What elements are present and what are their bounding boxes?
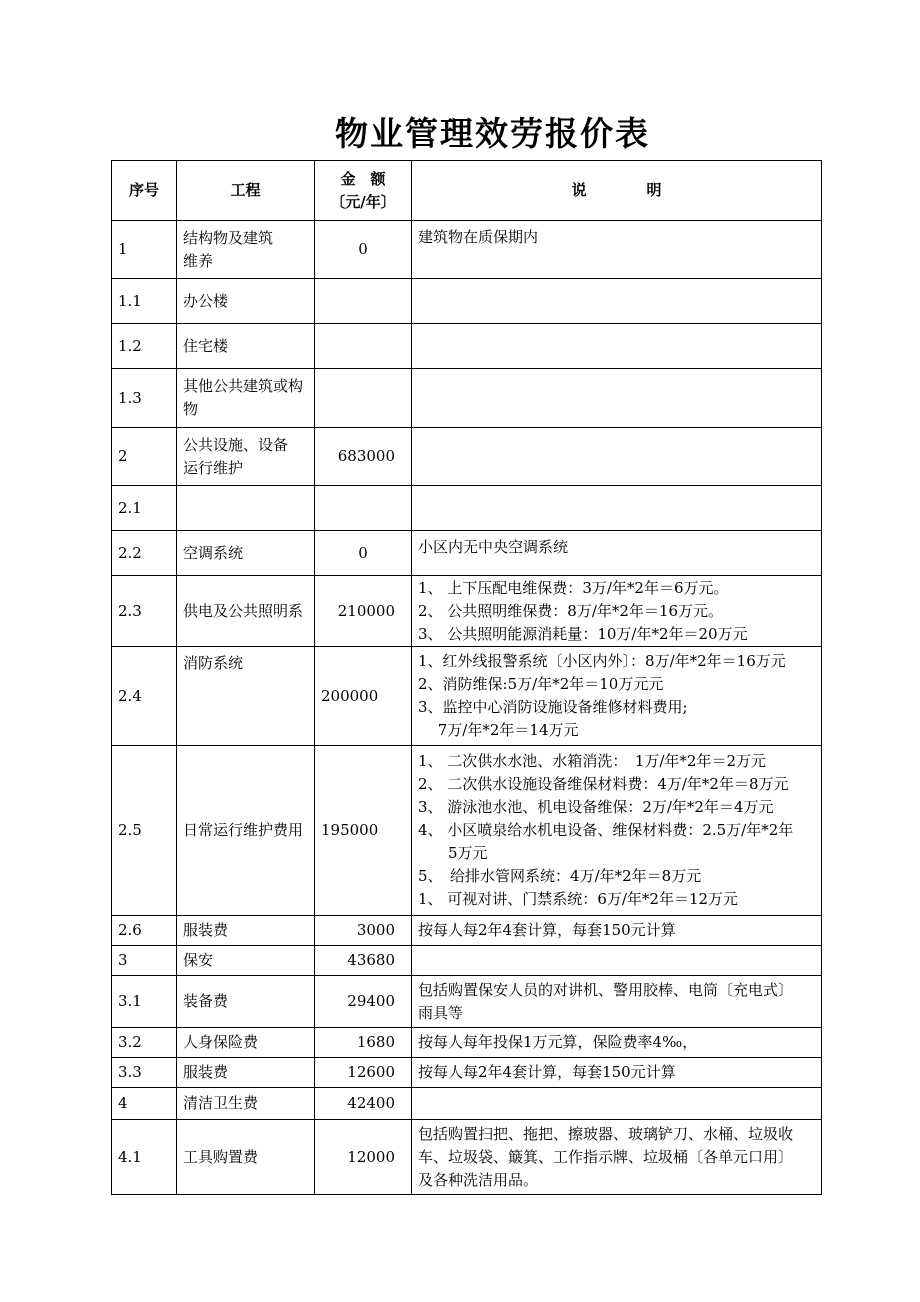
row-desc xyxy=(412,428,822,486)
row-item: 人身保险费 xyxy=(177,1028,315,1058)
row-amount xyxy=(315,324,412,369)
row-amount: 12600 xyxy=(315,1058,412,1088)
row-desc xyxy=(412,369,822,428)
header-amount xyxy=(315,161,412,221)
row-desc-line: 2、消防维保:5万/年*2年＝10万元元 xyxy=(418,675,664,693)
row-item: 日常运行维护费用 xyxy=(177,746,315,916)
row-desc-line: 按每人每2年4套计算，每套150元计算 xyxy=(418,1063,676,1081)
table-row xyxy=(112,946,822,976)
row-desc-line: 1、 二次供水水池、水箱消洗： 1万/年*2年＝2万元 xyxy=(418,752,766,770)
row-desc-line: 包括购置保安人员的对讲机、警用胶棒、电筒〔充电式〕 xyxy=(418,980,794,999)
table-row xyxy=(112,279,822,324)
row-seq: 2.1 xyxy=(112,486,177,531)
row-item: 服装费 xyxy=(177,1058,315,1088)
table-row xyxy=(112,1120,822,1195)
row-amount: 29400 xyxy=(315,976,412,1028)
row-desc xyxy=(412,1088,822,1120)
row-desc xyxy=(412,279,822,324)
row-item-line2: 运行维护 xyxy=(183,458,244,477)
table-row xyxy=(112,916,822,946)
row-seq: 2.4 xyxy=(112,647,177,746)
row-desc-line: 4、 小区喷泉给水机电设备、维保材料费：2.5万/年*2年 xyxy=(418,821,794,839)
row-item: 办公楼 xyxy=(177,279,315,324)
row-item xyxy=(177,428,315,486)
row-desc-line: 1、红外线报警系统〔小区内外〕：8万/年*2年＝16万元 xyxy=(418,652,786,670)
page-title: 物业管理效劳报价表 xyxy=(335,114,650,153)
row-item: 工具购置费 xyxy=(177,1120,315,1195)
row-desc xyxy=(412,1058,822,1088)
row-desc xyxy=(412,976,822,1028)
row-desc-line: 车、垃圾袋、簸箕、工作指示牌、垃圾桶〔各单元口用〕 xyxy=(418,1147,794,1166)
row-item-line1: 结构物及建筑 xyxy=(183,228,274,247)
row-desc-line: 1、 上下压配电维保费：3万/年*2年＝6万元。 xyxy=(418,578,729,597)
table-row xyxy=(112,1088,822,1120)
row-desc-line: 2、 公共照明维保费：8万/年*2年＝16万元。 xyxy=(418,601,724,620)
table-row xyxy=(112,746,822,916)
row-item: 保安 xyxy=(177,946,315,976)
header-amount-line2: 〔元/年〕 xyxy=(330,192,396,211)
row-desc xyxy=(412,221,822,279)
row-amount xyxy=(315,279,412,324)
row-seq: 2.6 xyxy=(112,916,177,946)
table-row xyxy=(112,647,822,746)
table-row xyxy=(112,369,822,428)
row-item: 空调系统 xyxy=(177,531,315,576)
row-desc-line: 小区内无中央空调系统 xyxy=(418,538,569,556)
row-item: 服装费 xyxy=(177,916,315,946)
table-row xyxy=(112,976,822,1028)
row-item: 消防系统 xyxy=(177,647,315,746)
row-item: 清洁卫生费 xyxy=(177,1088,315,1120)
row-desc-line: 5、 给排水管网系统：4万/年*2年＝8万元 xyxy=(418,867,702,885)
row-seq: 2.2 xyxy=(112,531,177,576)
row-amount: 683000 xyxy=(315,428,412,486)
row-item-line2: 物 xyxy=(183,400,199,418)
row-desc xyxy=(412,946,822,976)
row-desc xyxy=(412,1028,822,1058)
header-item: 工程 xyxy=(177,161,315,221)
table-row xyxy=(112,576,822,647)
row-desc-line: 3、 游泳池水池、机电设备维保：2万/年*2年＝4万元 xyxy=(418,798,774,816)
row-desc-line: 雨具等 xyxy=(418,1003,464,1022)
header-seq: 序号 xyxy=(112,161,177,221)
table-row xyxy=(112,221,822,279)
table-row xyxy=(112,324,822,369)
row-item xyxy=(177,369,315,428)
row-seq: 4 xyxy=(112,1088,177,1120)
row-seq: 1.2 xyxy=(112,324,177,369)
row-desc xyxy=(412,647,822,746)
row-desc-line: 包括购置扫把、拖把、擦玻器、玻璃铲刀、水桶、垃圾收 xyxy=(418,1124,794,1143)
row-amount: 0 xyxy=(315,221,412,279)
row-seq: 3.1 xyxy=(112,976,177,1028)
row-seq: 3.2 xyxy=(112,1028,177,1058)
row-amount xyxy=(315,486,412,531)
row-seq: 3 xyxy=(112,946,177,976)
row-desc xyxy=(412,531,822,576)
row-seq: 1.1 xyxy=(112,279,177,324)
row-amount: 210000 xyxy=(315,576,412,647)
row-desc xyxy=(412,486,822,531)
row-amount: 0 xyxy=(315,531,412,576)
row-desc xyxy=(412,576,822,647)
header-amount-line1: 金 额 xyxy=(340,169,386,188)
row-desc xyxy=(412,324,822,369)
table-row xyxy=(112,1058,822,1088)
row-seq: 1.3 xyxy=(112,369,177,428)
row-desc-line: 按每人每2年4套计算，每套150元计算 xyxy=(418,921,676,939)
row-desc-line: 2、 二次供水设施设备维保材料费：4万/年*2年＝8万元 xyxy=(418,775,789,793)
row-item-line2: 维养 xyxy=(183,251,214,270)
row-desc-line: 按每人每年投保1万元算，保险费率4‰， xyxy=(418,1033,698,1051)
row-item: 供电及公共照明系 xyxy=(177,576,315,647)
table-row xyxy=(112,428,822,486)
row-item: 住宅楼 xyxy=(177,324,315,369)
row-seq: 2.5 xyxy=(112,746,177,916)
row-desc xyxy=(412,1120,822,1195)
row-amount: 43680 xyxy=(315,946,412,976)
row-desc-line: 1、 可视对讲、门禁系统：6万/年*2年＝12万元 xyxy=(418,890,739,908)
row-desc-line: 3、 公共照明能源消耗量：10万/年*2年＝20万元 xyxy=(418,624,748,643)
row-desc xyxy=(412,746,822,916)
row-seq: 2.3 xyxy=(112,576,177,647)
header-desc: 说 明 xyxy=(412,161,822,221)
row-desc-line: 5万元 xyxy=(418,844,488,862)
table-row xyxy=(112,1028,822,1058)
table-header-row xyxy=(112,161,822,221)
quote-table xyxy=(111,160,822,1195)
row-desc xyxy=(412,916,822,946)
row-item-line1: 公共设施、设备 xyxy=(183,435,289,454)
row-desc-line: 7万/年*2年＝14万元 xyxy=(418,721,579,739)
table-row xyxy=(112,486,822,531)
row-seq: 3.3 xyxy=(112,1058,177,1088)
row-seq: 4.1 xyxy=(112,1120,177,1195)
row-item-line1: 其他公共建筑或构 xyxy=(183,377,304,395)
row-amount xyxy=(315,369,412,428)
row-amount: 1680 xyxy=(315,1028,412,1058)
table-row xyxy=(112,531,822,576)
row-item: 装备费 xyxy=(177,976,315,1028)
row-desc-line: 建筑物在质保期内 xyxy=(418,228,539,246)
row-desc-line: 3、监控中心消防设施设备维修材料费用; xyxy=(418,698,688,716)
row-item xyxy=(177,486,315,531)
row-seq: 2 xyxy=(112,428,177,486)
row-amount: 3000 xyxy=(315,916,412,946)
row-amount: 42400 xyxy=(315,1088,412,1120)
row-seq: 1 xyxy=(112,221,177,279)
row-desc-line: 及各种洗洁用品。 xyxy=(418,1170,539,1189)
row-amount: 12000 xyxy=(315,1120,412,1195)
row-item xyxy=(177,221,315,279)
row-amount: 195000 xyxy=(315,746,412,916)
row-amount: 200000 xyxy=(315,647,412,746)
